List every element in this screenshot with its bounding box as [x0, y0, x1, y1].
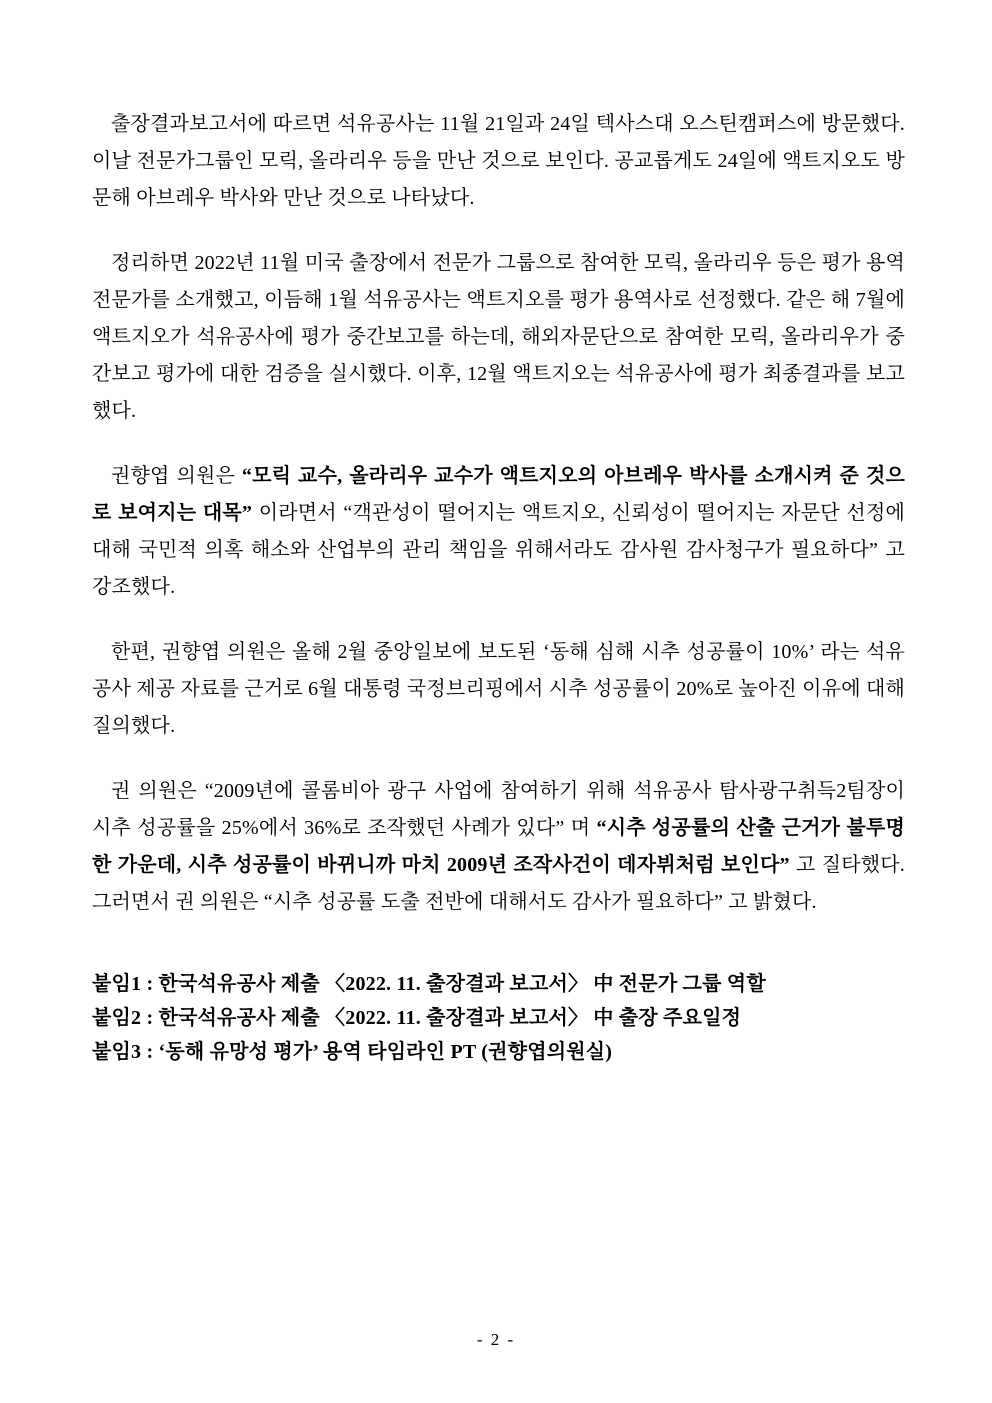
- text-run: 한편, 권향엽 의원은 올해 2월 중앙일보에 보도된 ‘동해 심해 시추 성공률이 10%’ 라는 석유공사 제공 자료를 근거로 6월 대통령 국정브리핑에서 시추 성공률이 20%로 높아진 이유에 대해 질의했다.: [92, 641, 905, 737]
- paragraph-timeline-summary: [92, 245, 905, 430]
- paragraph-kwon-statement-audit: [92, 458, 905, 606]
- attachment-list: [92, 967, 905, 1069]
- attachment-item-3: 붙임3 : ‘동해 유망성 평가’ 용역 타임라인 PT (권향엽의원실): [92, 1041, 613, 1063]
- attachment-item-1: 붙임1 : 한국석유공사 제출 〈2022. 11. 출장결과 보고서〉 中 전문가 그룹 역할: [92, 973, 766, 995]
- attachment-item-2: 붙임2 : 한국석유공사 제출 〈2022. 11. 출장결과 보고서〉 中 출장 주요일정: [92, 1007, 742, 1029]
- bold-text-run: “시추 성공률의 산출 근거가 불투명한 가운데, 시추 성공률이 바뀌니까 마치 2009년 조작사건이 데자뷔처럼 보인다”: [92, 817, 906, 876]
- document-content: [92, 106, 905, 1069]
- text-run: 고 질타했다. 그러면서 권 의원은 “시추 성공률 도출 전반에 대해서도 감사가 필요하다” 고 밝혔다.: [92, 854, 905, 913]
- paragraph-success-rate-question: [92, 634, 905, 745]
- page-number: - 2 -: [476, 1330, 516, 1349]
- text-run: 출장결과보고서에 따르면 석유공사는 11월 21일과 24일 텍사스대 오스틴캠퍼스에 방문했다. 이날 전문가그룹인 모릭, 올라리우 등을 만난 것으로 보인다. 공교롭게도 24일에 액트지오도 방문해 아브레우 박사와 만난 것으로 나타났다.: [92, 113, 905, 209]
- text-run: 권 의원은 “2009년에 콜롬비아 광구 사업에 참여하기 위해 석유공사 탐사광구취득2팀장이 시추 성공률을 25%에서 36%로 조작했던 사례가 있다” 며: [92, 780, 905, 839]
- paragraph-2009-manipulation: [92, 773, 905, 921]
- text-run: 권향엽 의원은: [111, 465, 242, 487]
- paragraph-visit-report: [92, 106, 905, 217]
- bold-text-run: “모릭 교수, 올라리우 교수가 액트지오의 아브레우 박사를 소개시켜 준 것으로 보여지는 대목”: [92, 465, 905, 524]
- text-run: 정리하면 2022년 11월 미국 출장에서 전문가 그룹으로 참여한 모릭, 올라리우 등은 평가 용역 전문가를 소개했고, 이듬해 1월 석유공사는 액트지오를 평가 용역사로 선정했다. 같은 해 7월에 액트지오가 석유공사에 평가 중간보고를 하는데, 해외자문단으로 참여한 모릭, 올라리우가 중간보고 평가에 대한 검증을 실시했다. 이후, 12월 액트지오는 석유공사에 평가 최종결과를 보고했다.: [92, 252, 905, 422]
- text-run: 이라면서 “객관성이 떨어지는 액트지오, 신뢰성이 떨어지는 자문단 선정에 대해 국민적 의혹 해소와 산업부의 관리 책임을 위해서라도 감사원 감사청구가 필요하다” 고 강조했다.: [92, 502, 905, 598]
